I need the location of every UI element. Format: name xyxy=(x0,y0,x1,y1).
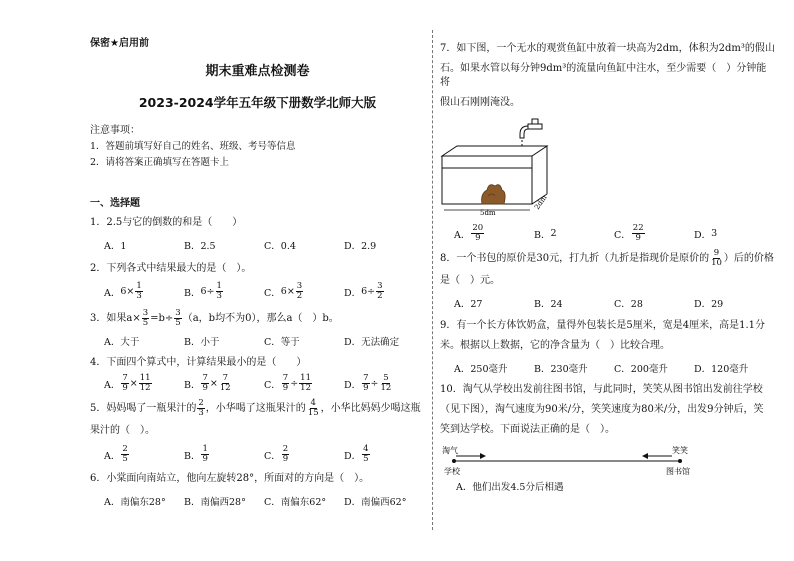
option-expr: 6× xyxy=(120,286,135,297)
q2-option-c[interactable] xyxy=(264,282,344,301)
q5-text-mid: ，小华喝了这瓶果汁的 xyxy=(205,403,306,414)
fraction xyxy=(362,374,369,393)
q9-option-c[interactable]: C．200毫升 xyxy=(614,364,668,375)
q7-option-c[interactable] xyxy=(614,224,694,243)
option-label: C． xyxy=(264,287,281,299)
exam-title: 期末重难点检测卷 xyxy=(205,64,310,79)
fraction xyxy=(121,445,128,464)
denominator: 9 xyxy=(635,233,641,243)
question-5 xyxy=(90,399,425,418)
q6-option-a[interactable]: A．南偏东28° xyxy=(104,497,166,508)
option-label: D． xyxy=(344,450,362,462)
question-5-line2: 果汁的（ ）。 xyxy=(90,425,155,436)
numerator: 2 xyxy=(122,444,128,454)
note-item: 1．答题前填写好自己的姓名、班级、考号等信息 xyxy=(90,141,296,152)
denominator: 3 xyxy=(136,291,142,301)
q9-options xyxy=(454,361,775,375)
secret-label: 保密★启用前 xyxy=(90,38,149,49)
q4-option-a[interactable] xyxy=(104,374,184,393)
q4-option-c[interactable] xyxy=(264,374,344,393)
numerator: 7 xyxy=(282,373,289,383)
q4-options xyxy=(104,374,425,393)
fraction xyxy=(380,374,393,393)
width-label: 5dm xyxy=(480,209,496,216)
denominator: 5 xyxy=(142,318,149,328)
numerator: 7 xyxy=(122,373,128,383)
q9-option-b[interactable]: B．230毫升 xyxy=(534,364,588,375)
fraction xyxy=(135,282,142,301)
rock-shape xyxy=(482,185,506,204)
school-point xyxy=(452,459,456,463)
q8-option-b[interactable]: B．24 xyxy=(534,299,563,310)
question-7-line2: 石。如果水管以每分钟9dm³的流量向鱼缸中注水，至少需要（ ）分钟能将 xyxy=(440,63,767,88)
denominator: 5 xyxy=(122,454,128,464)
question-6: 6．小棠面向南站立，他向左旋转28°，所面对的方向是（ ）。 xyxy=(90,473,370,484)
q7-options xyxy=(454,224,775,243)
fraction xyxy=(710,249,723,268)
option-expr: 6÷ xyxy=(361,286,376,297)
numerator: 3 xyxy=(377,281,383,291)
fraction xyxy=(282,374,289,393)
numerator: 22 xyxy=(632,223,644,233)
right-arrow-icon xyxy=(456,453,486,459)
fraction xyxy=(139,374,152,393)
q5-option-d[interactable] xyxy=(344,445,424,464)
exam-subtitle: 2023-2024学年五年级下册数学北师大版 xyxy=(138,95,377,110)
q4-option-b[interactable] xyxy=(184,374,264,393)
fraction xyxy=(219,374,232,393)
denominator: 12 xyxy=(139,383,151,393)
fraction xyxy=(142,309,149,328)
numerator: 9 xyxy=(713,248,720,258)
q3-text-post: （a，b均不为0），那么a（ ）b。 xyxy=(182,313,339,324)
denominator: 10 xyxy=(711,258,722,268)
option-label: B． xyxy=(184,287,201,299)
denominator: 3 xyxy=(198,408,204,418)
denominator: 2 xyxy=(377,291,383,301)
numerator: 4 xyxy=(310,398,316,408)
route-diagram xyxy=(440,443,740,477)
option-label: A． xyxy=(104,379,121,391)
q6-option-d[interactable]: D．南偏西62° xyxy=(344,497,407,508)
q5-option-c[interactable] xyxy=(264,445,344,464)
q3-option-b[interactable]: B．小于 xyxy=(184,337,220,348)
numerator: 11 xyxy=(300,373,311,383)
question-10-line2: （见下图），淘气速度为90米/分，笑笑速度为80米/分，出发9分钟后，笑 xyxy=(440,404,764,415)
numerator: 7 xyxy=(202,373,208,383)
fraction xyxy=(362,445,369,464)
option-value: 2 xyxy=(550,228,557,239)
q3-text-pre: 3．如果a× xyxy=(90,313,141,324)
q8-text-post: ）后的价格 xyxy=(723,253,774,264)
q1-option-c[interactable]: C．0.4 xyxy=(264,241,296,252)
question-1: 1．2.5与它的倒数的和是（ ） xyxy=(90,217,243,228)
option-label: D． xyxy=(344,379,362,391)
q2-option-a[interactable] xyxy=(104,282,184,301)
q8-options xyxy=(454,296,775,310)
q3-options xyxy=(104,334,425,348)
option-value: 3 xyxy=(711,228,718,239)
q2-option-b[interactable] xyxy=(184,282,264,301)
right-column xyxy=(440,42,775,495)
q8-option-c[interactable]: C．28 xyxy=(614,299,643,310)
fraction xyxy=(201,445,208,464)
q8-option-a[interactable]: A．27 xyxy=(454,299,483,310)
q9-option-a[interactable]: A．250毫升 xyxy=(454,364,508,375)
numerator: 1 xyxy=(216,281,222,291)
numerator: 7 xyxy=(222,373,228,383)
fraction xyxy=(174,309,181,328)
numerator: 11 xyxy=(139,373,151,383)
question-10-line3: 笑到达学校。下面说法正确的是（ ）。 xyxy=(440,424,615,435)
fraction xyxy=(299,374,312,393)
operator: ÷ xyxy=(290,378,299,389)
section-heading: 一、选择题 xyxy=(90,198,140,209)
denominator: 9 xyxy=(122,383,128,393)
q3-text-mid: =b÷ xyxy=(150,313,174,324)
q9-option-d[interactable]: D．120毫升 xyxy=(694,364,749,375)
numerator: 4 xyxy=(363,444,369,454)
numerator: 1 xyxy=(136,281,142,291)
numerator: 2 xyxy=(198,398,204,408)
denominator: 9 xyxy=(475,233,481,243)
q8-text-pre: 8．一个书包的原价是30元，打九折（九折是指现价是原价的 xyxy=(440,253,710,264)
denominator: 9 xyxy=(202,383,208,393)
q6-option-c[interactable]: C．南偏东62° xyxy=(264,497,327,508)
fish-tank-figure xyxy=(440,116,570,216)
left-column xyxy=(90,34,425,508)
fraction xyxy=(282,445,289,464)
operator: × xyxy=(209,378,218,389)
q1-option-a[interactable]: A．1 xyxy=(104,241,127,252)
option-expr: 6÷ xyxy=(200,286,215,297)
operator: ÷ xyxy=(370,378,379,389)
q5-option-a[interactable] xyxy=(104,445,184,464)
question-8-line2: 是（ ）元。 xyxy=(440,275,500,286)
denominator: 5 xyxy=(175,318,181,328)
denominator: 15 xyxy=(307,408,319,418)
note-item: 2．请将答案正确填写在答题卡上 xyxy=(90,157,230,168)
fraction xyxy=(201,374,208,393)
q3-option-a[interactable]: A．大于 xyxy=(104,337,140,348)
option-label: C． xyxy=(264,379,281,391)
question-9-line1: 9．有一个长方体饮奶盒，量得外包装长是5厘米，宽是4厘米，高是1.1分 xyxy=(440,320,765,331)
denominator: 9 xyxy=(202,454,208,464)
question-3 xyxy=(90,309,425,328)
q5-text-post: ，小华比妈妈少喝这瓶 xyxy=(320,403,421,414)
q6-options xyxy=(104,494,425,508)
option-label: B． xyxy=(534,229,551,241)
column-divider xyxy=(432,30,433,530)
fraction xyxy=(197,399,204,418)
q2-option-d[interactable] xyxy=(344,282,424,301)
denominator: 2 xyxy=(296,291,303,301)
place-left: 学校 xyxy=(444,467,460,476)
numerator: 3 xyxy=(142,308,149,318)
numerator: 3 xyxy=(296,281,303,291)
place-right: 图书馆 xyxy=(666,467,690,476)
operator: × xyxy=(129,378,138,389)
fraction xyxy=(632,224,645,243)
denominator: 12 xyxy=(219,383,231,393)
option-label: B． xyxy=(184,450,201,462)
depth-label: 2dm xyxy=(533,193,549,212)
fraction xyxy=(121,374,128,393)
question-7-line3: 假山石刚刚淹没。 xyxy=(440,97,520,108)
option-label: C． xyxy=(264,450,281,462)
numerator: 7 xyxy=(363,373,369,383)
q3-option-c[interactable]: C．等于 xyxy=(264,337,300,348)
notes-title: 注意事项： xyxy=(90,125,140,136)
library-point xyxy=(678,459,682,463)
denominator: 5 xyxy=(363,454,369,464)
name-right: 笑笑 xyxy=(672,446,688,455)
numerator: 5 xyxy=(383,373,389,383)
option-label: D． xyxy=(694,229,712,241)
option-label: C． xyxy=(614,229,631,241)
option-label: A． xyxy=(454,229,471,241)
q10-option-a[interactable]: A．他们出发4.5分后相遇 xyxy=(456,482,564,493)
numerator: 3 xyxy=(175,308,181,318)
numerator: 2 xyxy=(282,444,289,454)
numerator: 1 xyxy=(202,444,208,454)
q7-option-d[interactable] xyxy=(694,224,774,243)
q4-option-d[interactable] xyxy=(344,374,424,393)
q5-options xyxy=(104,445,425,464)
q2-options xyxy=(104,282,425,301)
fraction xyxy=(471,224,484,243)
denominator: 9 xyxy=(363,383,369,393)
question-4: 4．下面四个算式中，计算结果最小的是（ ） xyxy=(90,357,307,368)
q3-option-d[interactable]: D．无法确定 xyxy=(344,337,400,348)
option-label: A． xyxy=(104,450,121,462)
question-9-line2: 米。根据以上数据，它的净含量为（ ）比较合理。 xyxy=(440,340,670,351)
fraction xyxy=(307,399,320,418)
left-arrow-icon xyxy=(642,453,672,459)
q5-text-pre: 5．妈妈喝了一瓶果汁的 xyxy=(90,403,197,414)
numerator: 20 xyxy=(472,223,484,233)
denominator: 9 xyxy=(282,383,289,393)
q1-option-b[interactable]: B．2.5 xyxy=(184,241,216,252)
faucet-icon xyxy=(520,119,542,146)
question-7-line1: 7．如下图，一个无水的观赏鱼缸中放着一块高为2dm，体积为2dm³的假山 xyxy=(440,43,775,54)
q7-option-b[interactable] xyxy=(534,224,614,243)
option-label: A． xyxy=(104,287,121,299)
denominator: 12 xyxy=(300,383,311,393)
fraction xyxy=(216,282,223,301)
fraction xyxy=(296,282,303,301)
option-label: D． xyxy=(344,287,362,299)
denominator: 3 xyxy=(216,291,222,301)
option-label: B． xyxy=(184,379,201,391)
option-expr: 6× xyxy=(280,286,295,297)
q1-options xyxy=(104,238,425,252)
question-8 xyxy=(440,249,775,268)
name-left: 淘气 xyxy=(442,446,458,455)
fraction xyxy=(376,282,383,301)
q7-option-a[interactable] xyxy=(454,224,534,243)
q6-option-b[interactable]: B．南偏西28° xyxy=(184,497,246,508)
question-10-line1: 10．淘气从学校出发前往图书馆，与此同时，笑笑从图书馆出发前往学校 xyxy=(440,384,763,395)
denominator: 9 xyxy=(282,454,289,464)
q8-option-d[interactable]: D．29 xyxy=(694,299,724,310)
question-2: 2．下列各式中结果最大的是（ ）。 xyxy=(90,263,252,274)
q5-option-b[interactable] xyxy=(184,445,264,464)
denominator: 12 xyxy=(380,383,392,393)
q1-option-d[interactable]: D．2.9 xyxy=(344,241,377,252)
